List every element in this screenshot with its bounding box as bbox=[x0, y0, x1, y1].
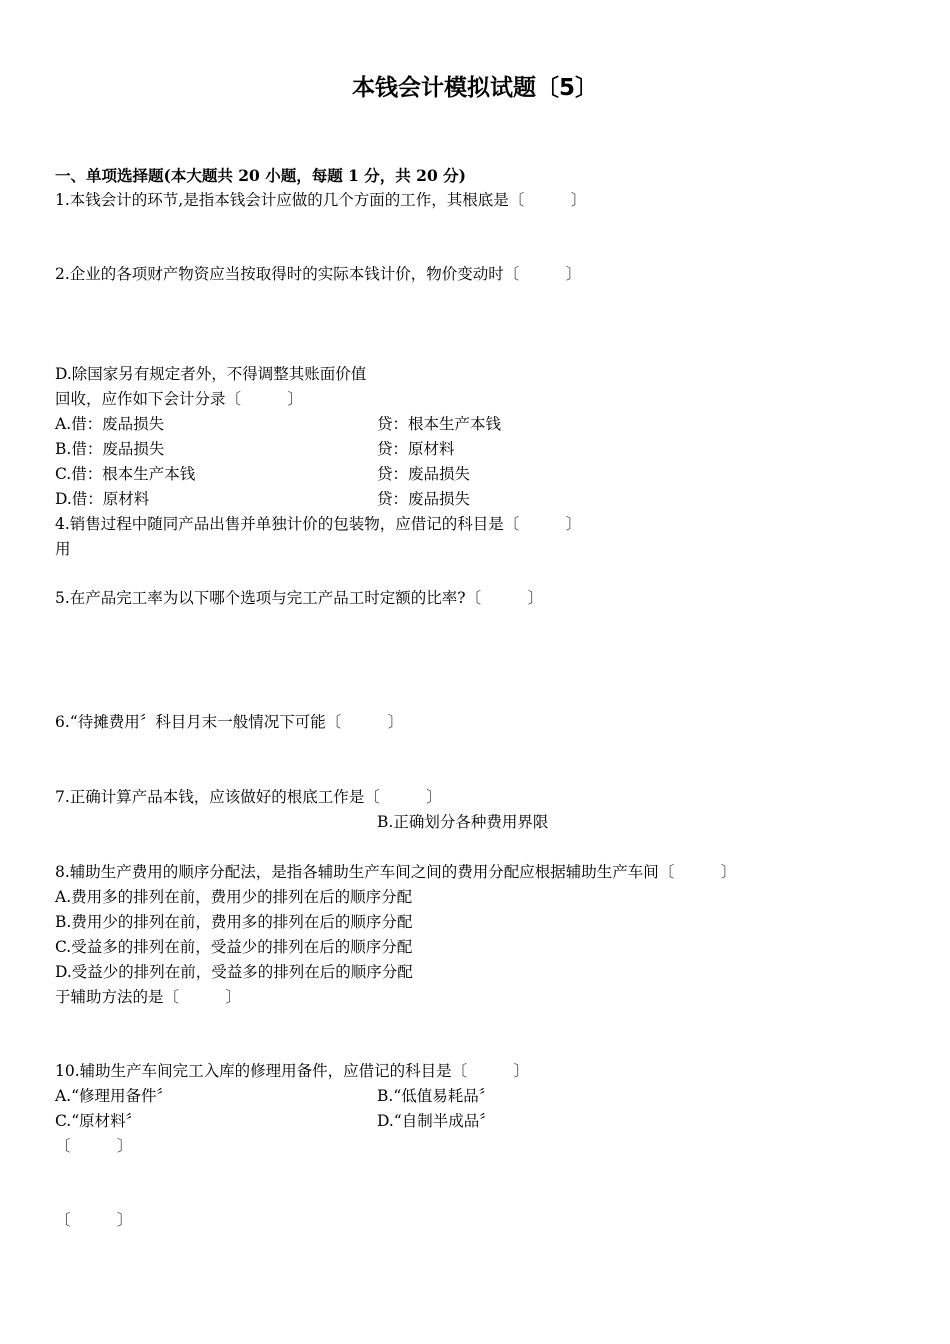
question-3: 回收，应作如下会计分录〔 〕 bbox=[55, 390, 304, 408]
question-3-option-d-right: 贷：废品损失 bbox=[377, 490, 471, 508]
question-8-option-d: D.受益少的排列在前，受益多的排列在后的顺序分配 bbox=[55, 963, 413, 981]
question-3-option-c-left: C.借：根本生产本钱 bbox=[55, 465, 196, 483]
question-7-option-b: B.正确划分各种费用界限 bbox=[377, 813, 549, 831]
question-2: 2.企业的各项财产物资应当按取得时的实际本钱计价，物价变动时〔 〕 bbox=[55, 265, 582, 283]
question-4-continuation: 用 bbox=[55, 540, 71, 558]
question-10-option-c: C.“原材料〞 bbox=[55, 1112, 142, 1130]
section-heading: 一、单项选择题(本大题共 20 小题，每题 1 分，共 20 分) bbox=[55, 166, 466, 185]
question-3-option-b-right: 贷：原材料 bbox=[377, 440, 455, 458]
question-7: 7.正确计算产品本钱，应该做好的根底工作是〔 〕 bbox=[55, 788, 442, 806]
question-9: 于辅助方法的是〔 〕 bbox=[55, 988, 242, 1006]
question-1: 1.本钱会计的环节,是指本钱会计应做的几个方面的工作，其根底是〔 〕 bbox=[55, 191, 587, 209]
question-11: 〔 〕 bbox=[55, 1137, 133, 1155]
question-2-option-d: D.除国家另有规定者外，不得调整其账面价值 bbox=[55, 365, 367, 383]
question-3-option-a-left: A.借：废品损失 bbox=[55, 415, 165, 433]
question-10-option-b: B.“低值易耗品〞 bbox=[377, 1087, 495, 1105]
question-12: 〔 〕 bbox=[55, 1211, 133, 1229]
question-10: 10.辅助生产车间完工入库的修理用备件，应借记的科目是〔 〕 bbox=[55, 1062, 530, 1080]
question-5: 5.在产品完工率为以下哪个选项与完工产品工时定额的比率?〔 〕 bbox=[55, 589, 544, 607]
page-title: 本钱会计模拟试题〔5〕 bbox=[351, 75, 598, 101]
question-8-option-c: C.受益多的排列在前，受益少的排列在后的顺序分配 bbox=[55, 938, 413, 956]
question-3-option-d-left: D.借：原材料 bbox=[55, 490, 150, 508]
question-3-option-b-left: B.借：废品损失 bbox=[55, 440, 165, 458]
question-3-option-c-right: 贷：废品损失 bbox=[377, 465, 471, 483]
question-8: 8.辅助生产费用的顺序分配法，是指各辅助生产车间之间的费用分配应根据辅助生产车间〔 〕 bbox=[55, 863, 737, 881]
question-4: 4.销售过程中随同产品出售并单独计价的包装物，应借记的科目是〔 〕 bbox=[55, 515, 582, 533]
question-8-option-b: B.费用少的排列在前，费用多的排列在后的顺序分配 bbox=[55, 913, 413, 931]
question-8-option-a: A.费用多的排列在前，费用少的排列在后的顺序分配 bbox=[55, 888, 413, 906]
question-3-option-a-right: 贷：根本生产本钱 bbox=[377, 415, 502, 433]
question-6: 6.“待摊费用〞科目月末一般情况下可能〔 〕 bbox=[55, 713, 404, 731]
question-10-option-d: D.“自制半成品〞 bbox=[377, 1112, 495, 1130]
question-10-option-a: A.“修理用备件〞 bbox=[55, 1087, 173, 1105]
